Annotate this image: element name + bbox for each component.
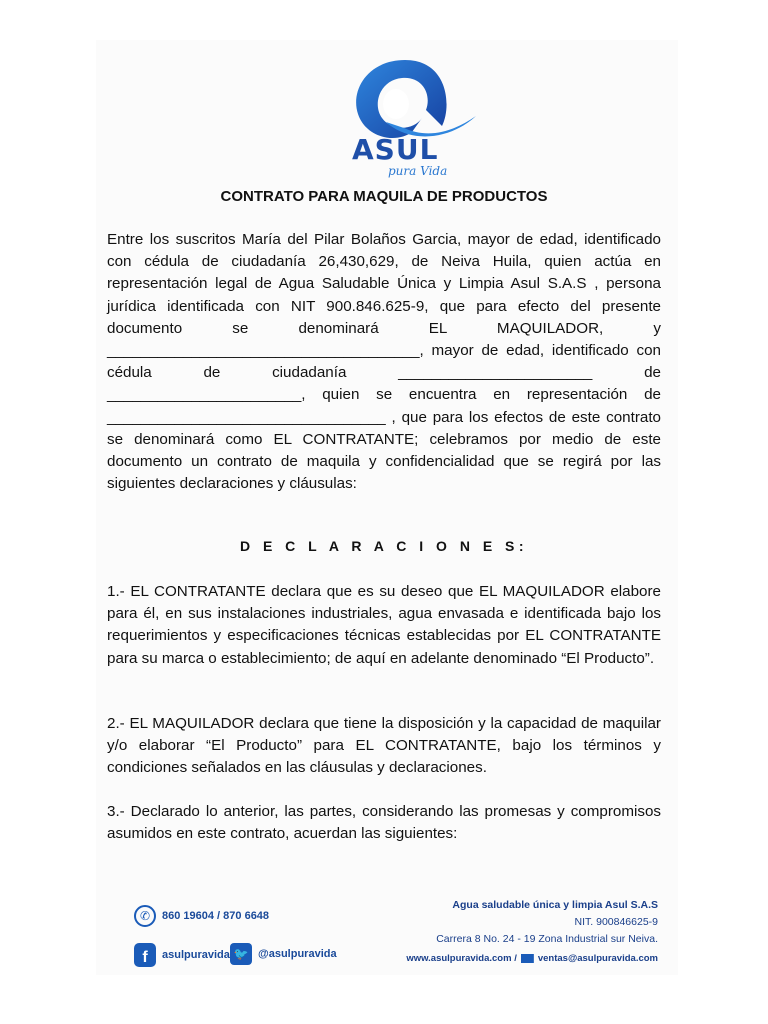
logo-wordmark: ASUL [352, 133, 439, 166]
footer-twitter [230, 943, 337, 965]
company-address: Carrera 8 No. 24 - 19 Zona Industrial sur Neiva. [436, 933, 658, 945]
intro-paragraph: Entre los suscritos María del Pilar Bolaños Garcia, mayor de edad, identificado con cédula de ciudadanía 26,430,629, de Neiva Huila, quien actúa en representación legal de Agua Saludable Única y Limpia Asul S.A.S , persona jurídica identificada con NIT 900.846.625-9, que para efecto del presente documento se denominará EL MAQUILADOR, y _____________________________________, mayor de edad, identificado con cédula de ciudadanía _______________________ de _______________________, quien se encuentra en representación de _________________________________ , que para los efectos de este contrato se denominará como EL CONTRATANTE; celebramos por medio de este documento un contrato de maquila y confidencialidad que se regirá por las siguientes declaraciones y cláusulas: [107, 231, 661, 493]
phone-numbers: 860 19604 / 870 6648 [162, 910, 270, 922]
letterhead-footer [130, 893, 670, 978]
company-name: Agua saludable única y limpia Asul S.A.S [452, 899, 658, 911]
mail-icon [521, 954, 534, 963]
logo-tagline: pura Vida [388, 164, 448, 178]
facebook-icon: f [134, 943, 156, 967]
twitter-icon: 🐦 [230, 943, 252, 965]
declaration-3: 3.- Declarado lo anterior, las partes, considerando las promesas y compromisos asumidos en este contrato, acuerdan las siguientes: [107, 803, 661, 843]
company-info [436, 897, 658, 948]
whatsapp-icon: ✆ [134, 905, 156, 927]
footer-phone [134, 905, 269, 927]
footer-facebook [134, 943, 230, 967]
declarations-heading: D E C L A R A C I O N E S: [239, 538, 529, 554]
email-link[interactable]: ventas@asulpuravida.com [537, 953, 658, 964]
declaration-2: 2.- EL MAQUILADOR declara que tiene la disposición y la capacidad de maquilar y/o elaborar “El Producto” para EL CONTRATANTE, bajo los términos y condiciones señalados en las cláusulas y declaraciones. [107, 715, 661, 777]
company-nit: NIT. 900846625-9 [574, 916, 658, 928]
declaration-1: 1.- EL CONTRATANTE declara que es su deseo que EL MAQUILADOR elabore para él, en sus instalaciones industriales, agua envasada e identificada bajo los requerimientos y especificaciones técnicas establecidas por EL CONTRATANTE para su marca o establecimiento; de aquí en adelante denominado “El Producto”. [107, 583, 661, 667]
website-link[interactable]: www.asulpuravida.com / [406, 953, 517, 964]
document-title: CONTRATO PARA MAQUILA DE PRODUCTOS [220, 188, 548, 205]
facebook-handle: asulpuravida [162, 949, 230, 961]
footer-contact [406, 953, 658, 964]
twitter-handle: @asulpuravida [258, 948, 337, 960]
